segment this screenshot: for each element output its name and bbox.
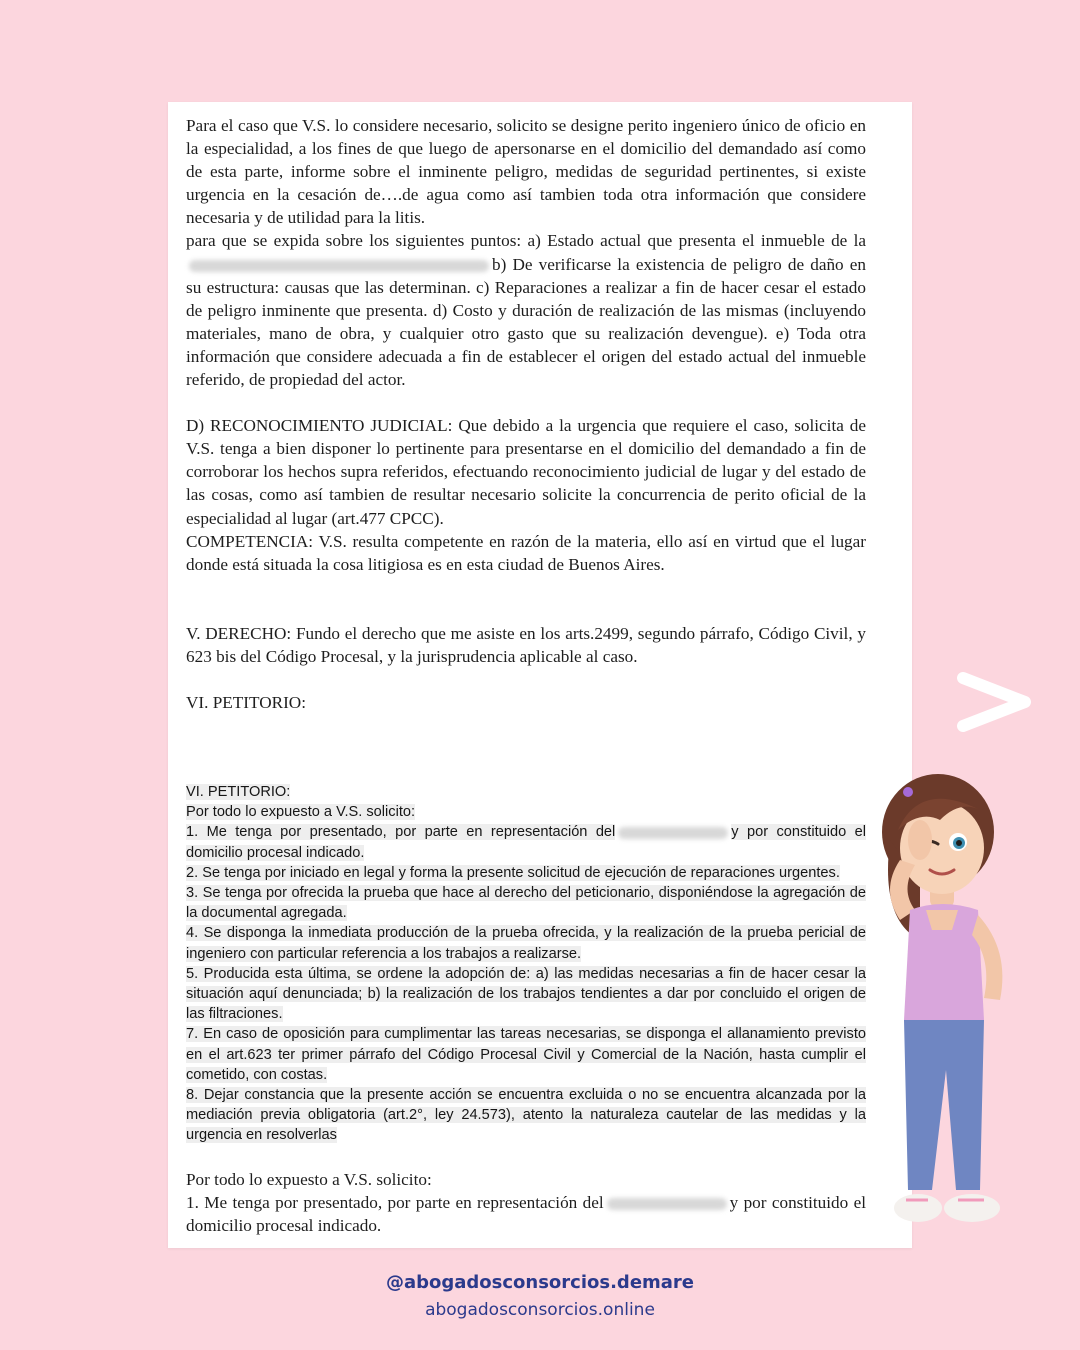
petitorio-heading: VI. PETITORIO: bbox=[186, 784, 291, 800]
paragraph-reconocimiento: D) RECONOCIMIENTO JUDICIAL: Que debido a la urgencia que requiere el caso, solicita de V.S. tenga a bien disponer lo pertinente para presentarse en el domicilio del demandado a fin de corroborar los hechos supra referidos, efectuando reconocimiento judicial de lugar y del estado de las cosas, como así tambien de resultar necesario solicite la concurrencia de perito oficial de la especialidad al lugar (art.477 CPCC). bbox=[186, 416, 866, 528]
cartoon-woman-illustration bbox=[860, 770, 1040, 1250]
petitorio-intro: Por todo lo expuesto a V.S. solicito: bbox=[186, 804, 416, 821]
document-body-serif bbox=[186, 114, 866, 714]
puntos-text-end: b) De verificarse la existencia de peligro de daño en su estructura: causas que las determinan. c) Reparaciones a realizar a fin de hacer cesar el estado de peligro inminente que presenta. d) Costo y duración de realización de las mismas (incluyendo materiales, mano de obra, y cualquier otro gasto que su realización devengue). e) Toda otra información que considere adecuada a fin de establecer el origen del estado actual del inmueble referido, de propiedad del actor. bbox=[186, 254, 866, 390]
document-page bbox=[168, 102, 912, 1248]
petitorio-item-2: 2. Se tenga por iniciado en legal y forma la presente solicitud de ejecución de reparaciones urgentes. bbox=[186, 864, 840, 881]
website-link[interactable]: abogadosconsorcios.online bbox=[425, 1300, 655, 1320]
petitorio-item-5: 5. Producida esta última, se ordene la adopción de: a) las medidas necesarias a fin de hacer cesar la situación aquí denunciada; b) la realización de los trabajos tendientes a dar por concluido el origen de las filtraciones. bbox=[186, 965, 866, 1023]
redacted-name-2 bbox=[607, 1198, 727, 1210]
petitorio-item-3: 3. Se tenga por ofrecida la prueba que hace al derecho del peticionario, disponiéndose la agregación de la documental agregada. bbox=[186, 885, 866, 922]
redacted-address bbox=[189, 260, 489, 272]
paragraph-puntos bbox=[186, 229, 866, 391]
petitorio-item-7: 7. En caso de oposición para cumplimentar las tareas necesarias, se disponga el allanamiento previsto en el art.623 ter primer párrafo del Código Procesal Civil y Comercial de la Nación, hasta cumplir el cometido, con costas. bbox=[186, 1026, 866, 1083]
paragraph-derecho: V. DERECHO: Fundo el derecho que me asiste en los arts.2499, segundo párrafo, Código Civil, y 623 bis del Código Procesal, y la jurisprudencia aplicable al caso. bbox=[186, 623, 866, 666]
paragraph-competencia: COMPETENCIA: V.S. resulta competente en razón de la materia, ello así en virtud que el lugar donde está situada la cosa litigiosa es en esta ciudad de Buenos Aires. bbox=[186, 531, 866, 574]
paragraph-perito: Para el caso que V.S. lo considere necesario, solicito se designe perito ingeniero único de oficio en la especialidad, a los fines de que luego de apersonarse en el domicilio del demandado así como de esta parte, informe sobre el inminente peligro, medidas de seguridad pertinentes, si existe urgencia en la cesación de….de agua como así tambien toda otra información que considere necesaria y de utilidad para la litis. bbox=[186, 116, 866, 228]
document-body-serif-end bbox=[186, 1168, 866, 1237]
closing-item-1: 1. Me tenga por presentado, por parte en representación del y por constituido el domicilio procesal indicado. bbox=[186, 1193, 867, 1236]
heading-petitorio: VI. PETITORIO: bbox=[186, 692, 306, 712]
petitorio-item-1: 1. Me tenga por presentado, por parte en representación del y por constituido el domicilio procesal indicado. bbox=[186, 824, 866, 861]
closing-intro: Por todo lo expuesto a V.S. solicito: bbox=[186, 1170, 432, 1189]
puntos-text-start: para que se expida sobre los siguientes puntos: a) Estado actual que presenta el inmueble de la bbox=[186, 231, 866, 251]
chevron-right-icon[interactable] bbox=[955, 668, 1037, 738]
petitorio-item-8: 8. Dejar constancia que la presente acción se encuentra excluida o no se encuentra alcanzada por la mediación previa obligatoria (art.2°, ley 24.573), atento la naturaleza cautelar de las medidas y la urgencia en resolverlas bbox=[186, 1087, 866, 1144]
redacted-name bbox=[618, 827, 728, 839]
document-body-sans bbox=[186, 782, 866, 1146]
petitorio-item-4: 4. Se disponga la inmediata producción de la prueba ofrecida, y la realización de la prueba pericial de ingeniero con particular referencia a los trabajos a realizarse. bbox=[186, 925, 866, 962]
social-handle[interactable]: @abogadosconsorcios.demare bbox=[385, 1272, 695, 1293]
